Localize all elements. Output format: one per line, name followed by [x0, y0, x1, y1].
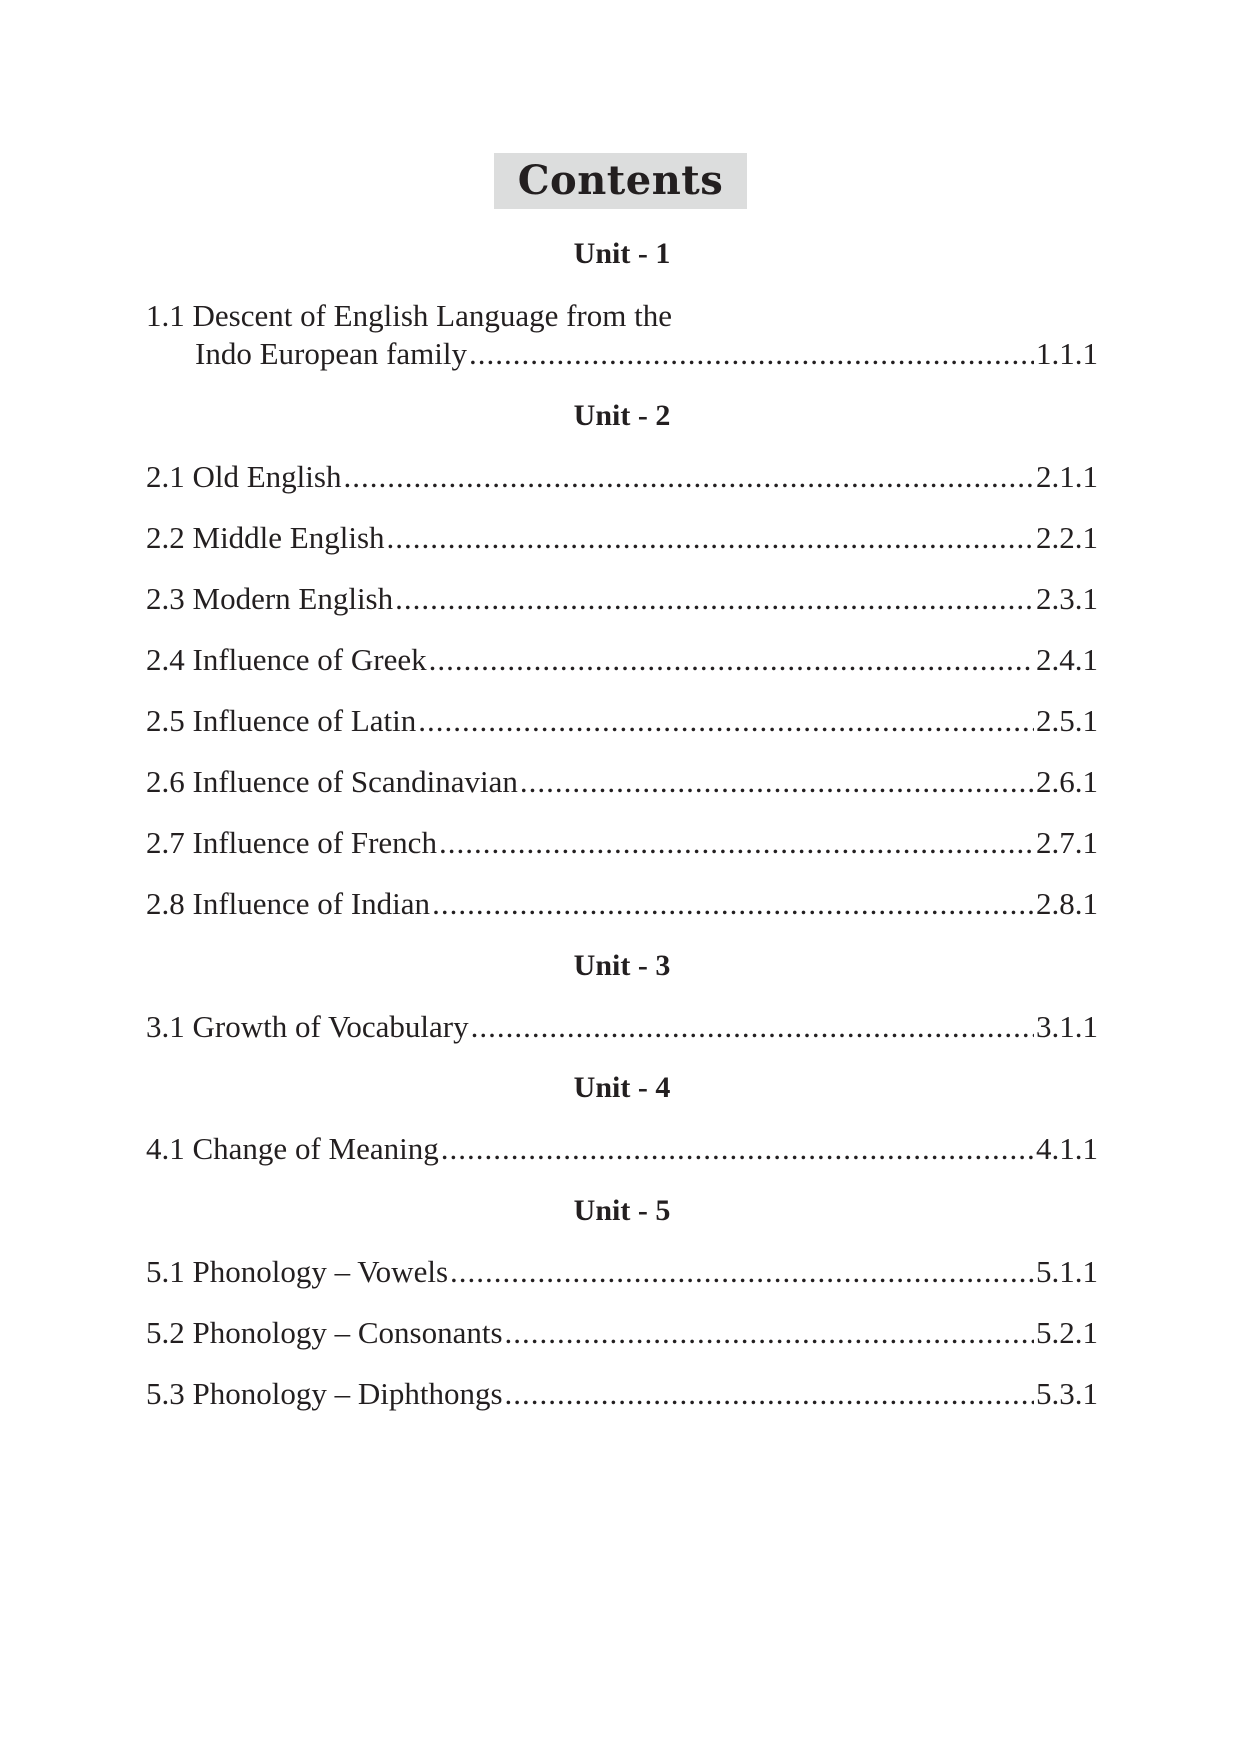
- unit-heading-3: Unit - 3: [573, 949, 671, 982]
- dot-leader: [505, 1374, 1034, 1414]
- toc-page-number: 2.7.1: [1036, 825, 1098, 860]
- dot-leader: [520, 762, 1034, 802]
- toc-page-number: 2.2.1: [1036, 520, 1098, 555]
- toc-entry-label: 2.3 Modern English: [146, 581, 394, 616]
- toc-page-number: 2.6.1: [1036, 764, 1098, 799]
- toc-page-number: 2.1.1: [1036, 459, 1098, 494]
- toc-entry-1-1[interactable]: [146, 334, 1098, 374]
- toc-entry-label: 5.1 Phonology – Vowels: [146, 1254, 449, 1289]
- toc-entry-2-1[interactable]: [146, 457, 1098, 497]
- toc-entry-label: 3.1 Growth of Vocabulary: [146, 1009, 469, 1044]
- toc-entry-label: 4.1 Change of Meaning: [146, 1131, 439, 1166]
- unit-heading-2: Unit - 2: [573, 399, 671, 432]
- toc-entry-label: 2.2 Middle English: [146, 520, 385, 555]
- dot-leader: [439, 823, 1034, 863]
- unit-heading-1: Unit - 1: [573, 237, 671, 270]
- toc-entry-2-8[interactable]: [146, 884, 1098, 924]
- toc-entry-label: 2.5 Influence of Latin: [146, 703, 417, 738]
- toc-entry-2-2[interactable]: [146, 518, 1098, 558]
- toc-entry-label: 5.3 Phonology – Diphthongs: [146, 1376, 503, 1411]
- dot-leader: [505, 1313, 1034, 1353]
- unit-heading-4: Unit - 4: [573, 1071, 671, 1104]
- toc-page-number: 5.2.1: [1036, 1315, 1098, 1350]
- dot-leader: [469, 334, 1034, 374]
- toc-entry-2-7[interactable]: [146, 823, 1098, 863]
- dot-leader: [387, 518, 1034, 558]
- dot-leader: [471, 1007, 1034, 1047]
- toc-page-number: 3.1.1: [1036, 1009, 1098, 1044]
- dot-leader: [418, 701, 1034, 741]
- toc-page-number: 4.1.1: [1036, 1131, 1098, 1166]
- toc-entry-label: 2.6 Influence of Scandinavian: [146, 764, 518, 799]
- toc-page-number: 2.8.1: [1036, 886, 1098, 921]
- toc-entry-1-1-line1: 1.1 Descent of English Language from the: [146, 298, 672, 333]
- toc-entry-3-1[interactable]: [146, 1007, 1098, 1047]
- toc-entry-label: 2.8 Influence of Indian: [146, 886, 431, 921]
- toc-page-number: 5.1.1: [1036, 1254, 1098, 1289]
- title-wrap: [0, 153, 1241, 209]
- toc-entry-5-3[interactable]: [146, 1374, 1098, 1414]
- toc-entry-label: 2.4 Influence of Greek: [146, 642, 427, 677]
- toc-entry-2-6[interactable]: [146, 762, 1098, 802]
- toc-entry-label: 5.2 Phonology – Consonants: [146, 1315, 503, 1350]
- dot-leader: [343, 457, 1034, 497]
- toc-page-number: 2.3.1: [1036, 581, 1098, 616]
- toc-entry-2-4[interactable]: [146, 640, 1098, 680]
- toc-entry-2-3[interactable]: [146, 579, 1098, 619]
- unit-heading-5: Unit - 5: [573, 1194, 671, 1227]
- dot-leader: [441, 1129, 1034, 1169]
- toc-entry-5-1[interactable]: [146, 1252, 1098, 1292]
- dot-leader: [450, 1252, 1034, 1292]
- page-title: Contents: [494, 153, 748, 209]
- dot-leader: [432, 884, 1034, 924]
- toc-entry-5-2[interactable]: [146, 1313, 1098, 1353]
- toc-page-number: 5.3.1: [1036, 1376, 1098, 1411]
- toc-page-number: 1.1.1: [1036, 336, 1098, 371]
- toc-page-number: 2.4.1: [1036, 642, 1098, 677]
- dot-leader: [429, 640, 1034, 680]
- toc-page-number: 2.5.1: [1036, 703, 1098, 738]
- toc-entry-4-1[interactable]: [146, 1129, 1098, 1169]
- toc-entry-label: 2.7 Influence of French: [146, 825, 437, 860]
- toc-entry-label: 2.1 Old English: [146, 459, 342, 494]
- toc-entry-2-5[interactable]: [146, 701, 1098, 741]
- toc-entry-label: Indo European family: [195, 336, 468, 371]
- dot-leader: [395, 579, 1034, 619]
